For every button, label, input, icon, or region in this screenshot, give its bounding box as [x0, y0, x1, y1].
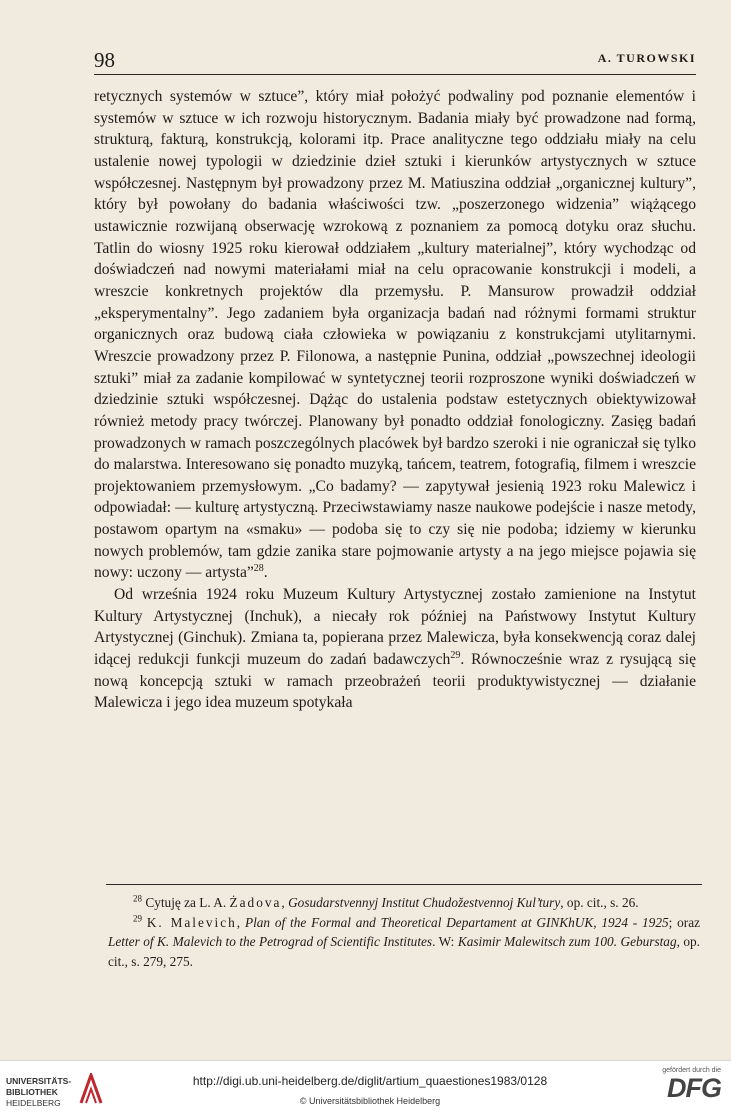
footnotes: [108, 893, 700, 971]
main-text: [94, 86, 696, 714]
page-number: 98: [94, 48, 115, 72]
footnote-separator: [106, 884, 702, 885]
footnote-ref[interactable]: 28: [253, 563, 264, 575]
dfg-logo[interactable]: gefördert durch die DFG: [662, 1067, 721, 1103]
running-head: A. TUROWSKI: [597, 51, 696, 65]
permalink-url[interactable]: http://digi.ub.uni-heidelberg.de/diglit/artium_quaestiones1983/0128: [192, 1074, 548, 1088]
page-header: [94, 48, 696, 75]
university-library-logo[interactable]: UNIVERSITÄTS- BIBLIOTHEK HEIDELBERG: [6, 1070, 106, 1108]
footnote-ref[interactable]: 29: [450, 649, 461, 661]
footnote: $^{28}$ Cytuję za L. A. Żadova, Gosudarstvennyj Institut Chudožestvennoj Kul’tury, op. cit., s. 26.: [133, 893, 639, 910]
viewer-footer: [0, 1060, 731, 1115]
paragraph: retycznych systemów w sztuce”, który miał położyć podwaliny pod poznanie elementów i systemów w sztuce w ich rozwoju historycznym. Badania miały być prowadzone nad formą, strukturą, fakturą, konstrukcją, kolorami itp. Prace analityczne tego oddziału miały na celu ustalenie nowej typologii w dziedzinie dzieł sztuki i kierunków artystycznych w sztuce współczesnej. Następnym był prowadzony przez M. Matiuszina oddział „organicznej kultury”, który był powołany do badania właściwości tzw. „poszerzonego widzenia” wiążącego ustawicznie rozwijaną obserwację wzrokową z poznaniem za pomocą dotyku oraz słuchu. Tatlin do wiosny 1925 roku kierował oddziałem „kultury materialnej”, który wychodząc od doświadczeń nad nowymi materiałami miał na celu opracowanie konstrukcji i modeli, a wreszcie konkretnych projektów dla przemysłu. P. Mansurow prowadził oddział „eksperymentalny”. Jego zadaniem była organizacja badań nad różnymi formami struktur organicznych oraz budową ciała człowieka w powiązaniu z konstrukcjami utylitarnymi. Wreszcie prowadzony przez P. Filonowa, a następnie Punina, oddział „powszechnej ideologii sztuki” miał za zadanie kompilować w syntetycznej teorii rozproszone wyniki doświadczeń w dziedzinie sztuki współczesnej. Dążąc do ustalenia podstaw estetycznych obiektywizował również metody pracy twórczej. Planowany był ponadto oddział fonologiczny. Zasięg badań prowadzonych w ramach poszczególnych placówek był bardzo szeroki i nie ograniczał się tylko do malarstwa. Interesowano się ponadto muzyką, tańcem, teatrem, fotografią, filmem i wreszcie projektowaniem przemysłowym. „Co badamy? — zapytywał jesienią 1923 roku Malewicz i odpowiadał: — kulturę artystyczną. Przeciwstawiamy nasze naukowe podejście i nasze metody, postawom opartym na «smaku» — podoba się to czy się nie podoba; idziemy w kierunku nowych problemów, tam gdzie zanika stare pojmowanie artysty a na jego miejsce pojawia się nowy: uczony — artysta”$^{28}$.: [94, 88, 696, 582]
footnote: $^{29}$ K. Malevich, Plan of the Formal and Theoretical Departament at GINKhUK, 1924 - 1925; oraz Letter of K. Malevich to the Petrograd of Scientific Institutes. W: Kasimir Malewitsch zum 100. Geburstag, op. cit., s. 279, 275.: [108, 913, 701, 969]
paragraph: Od września 1924 roku Muzeum Kultury Artystycznej zostało zamienione na Instytut Kultury Artystycznej (Inchuk), a niecały rok później na Państwowy Instytut Kultury Artystycznej (Ginchuk). Zmiana ta, popierana przez Malewicza, była konsekwencją coraz dalej idącej redukcji funkcji muzeum do zadań badawczych$^{29}$. Równocześnie wraz z rysującą się nową koncepcją sztuki w ramach przeobrażeń teorii produktywistycznej — działanie Malewicza i jego idea muzeum spotykała: [94, 586, 696, 712]
library-emblem-icon: [78, 1073, 104, 1105]
copyright-notice: © Universitätsbibliothek Heidelberg: [299, 1096, 441, 1106]
